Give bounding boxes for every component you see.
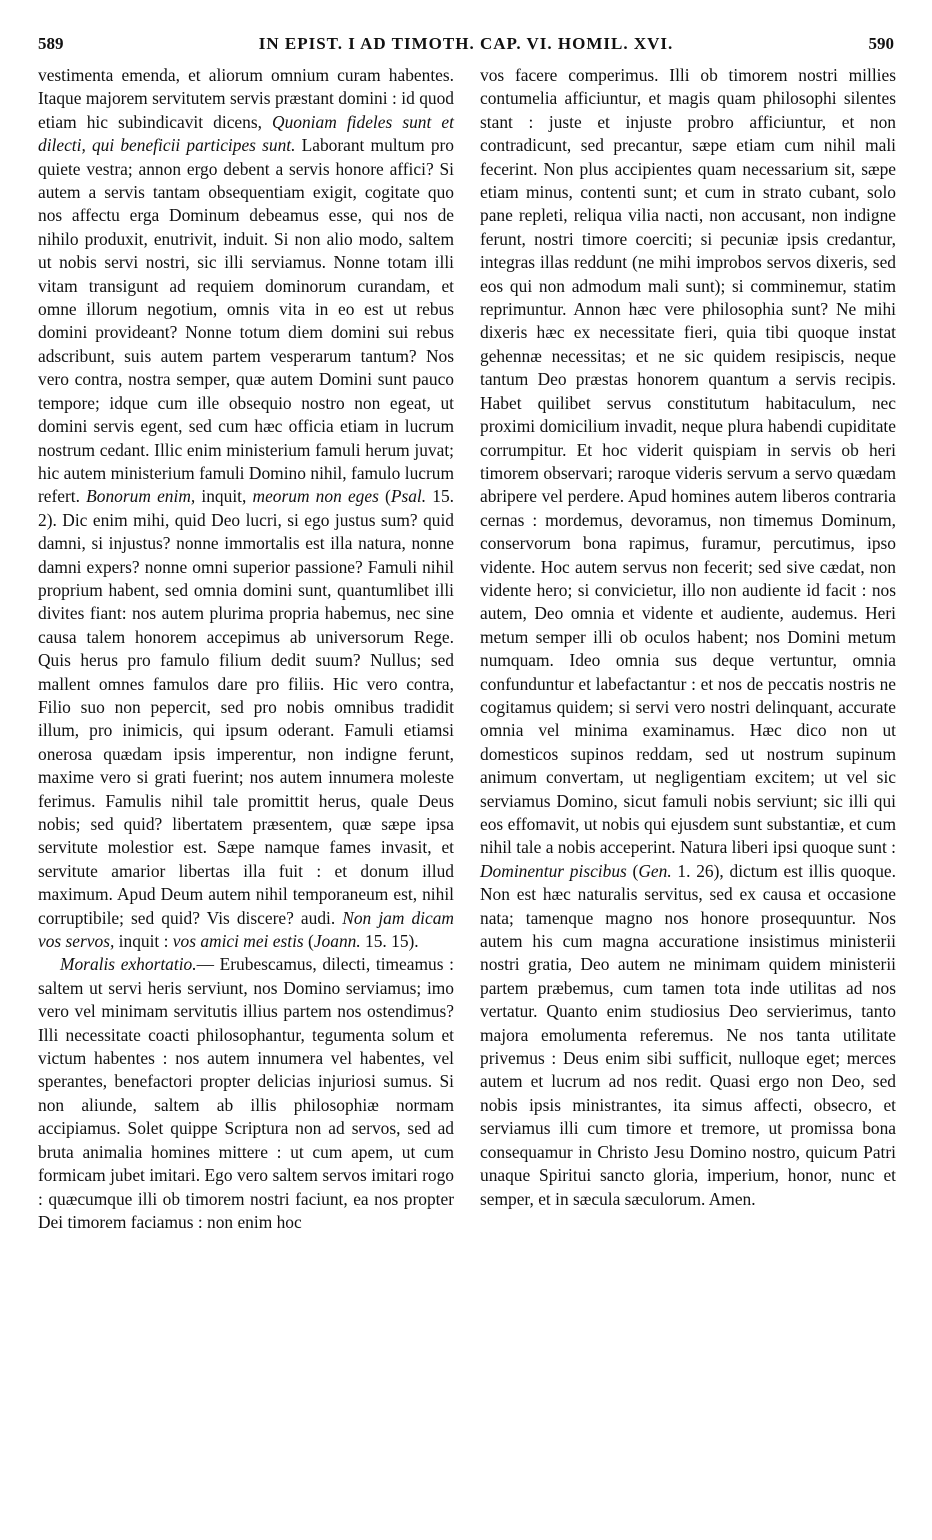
text-run: inquit, <box>195 486 253 507</box>
italic-run: Quoniam fideles sunt et dilecti, qui beneficii participes sunt. <box>38 111 454 156</box>
left-paragraph-1 <box>38 64 454 953</box>
text-run: ( <box>378 486 391 507</box>
text-run: 1. 26), dictum est illis quoque. Non est hæc naturalis servitus, sed ex causa et occasione nata; tamenque magno nos honore prosequuntur. Nos autem his cum magna accuratione insistimus ministerii nostri gratia, Deo autem ne minimam quidem ministerii partem præbemus, cum tamen tota inde utilitas ad nos vertatur. Quanto enim studiosius Deo servierimus, tanto majora emolumenta referemus. Ne nos tanta utilitate privemus : Deus enim sibi sufficit, nulloque eget; merces autem et lucrum ad nos redit. Quasi ergo non Deo, sed nobis ipsis ministrantes, ita simus affecti, obsecro, et serviamus illi cum timore et tremore, ut promissa bona consequamur in Christo Jesu Domino nostro, quicum Patri unaque Spiritui sancto gloria, imperium, honor, nunc et semper, et in sæcula sæculorum. Amen. <box>480 860 897 1209</box>
text-run: ( <box>626 860 639 881</box>
italic-run: vos amici mei estis <box>172 931 304 952</box>
left-paragraph-2 <box>38 953 454 1234</box>
text-run: inquit : <box>114 931 173 952</box>
text-run: vos facere comperimus. Illi ob timorem nostri millies contumelia afficiuntur, et magis quam philosophi silentes stant : juste et injuste probro afficiuntur, et non contradicunt, sed precantur, sæpe etiam cum nihil mali fecerint. Non plus accipientes quam necessarium sit, sæpe etiam minus, contenti sunt; et cum in strato cubant, solo pane repleti, reliqua vilia nacti, non accusant, non indigne ferunt, nostri timore coerciti; si pecuniæ ipsis credantur, integras illas reddunt (ne mihi improbos servos dixeris, sed eos qui non admodum mali sunt); si comminemur, statim reprimuntur. Annon hæc vere philosophia sunt? Ne mihi dixeris hæc ex necessitate fieri, quia tibi quoque instat gehennæ necessitas; et ne sic quidem resipiscis, neque tantum Deo præstas honorem quantum a servis recipis. Habet quilibet servus constitutum habitaculum, nec proximi domicilium invadit, neque plura habendi cupiditate corrumpitur. Et hoc viderit quispiam in servis ob heri timorem observari; raroque videris servum a servo quædam abripere vel perdere. Apud homines autem liberos contraria cernas : mordemus, devoramus, non timemus Dominum, conservorum bona rapimus, furamur, percutimus, ipso vidente. Hoc autem servus non fecerit; sed sive cædat, non vidente hero; si convicietur, illo non audiente id facit : nos autem, Deo omnia et vidente et audiente, audemus. Heri metum semper illi ob oculos habent; nos Domini metum numquam. Ideo omnia sus deque vertuntur, omnia confunduntur et labefactantur : et nos de peccatis nostris ne cogitamus quidem; si servi vero nostri delinquant, accurate omnia vel minima examinamus. Hæc dico non ut domesticos supinos reddam, sed ut nostrum supinum animum convertam, ut negligentiam excitem; ut vel sic serviamus Domino, sicut famuli nobis serviunt; sic illi qui eos effomavit, ut nobis qui ejusdem sunt substantiæ, et cum nihil tale a nobis acceperint. Natura liberi ipsi quoque sunt : <box>480 65 896 858</box>
italic-run: Gen. <box>638 860 672 881</box>
left-column <box>38 64 454 1234</box>
section-heading: Moralis exhortatio. <box>60 954 197 975</box>
italic-run: Joann. <box>313 931 361 952</box>
italic-run: Dominentur piscibus <box>480 860 627 881</box>
text-run: 15. 15). <box>360 931 419 952</box>
text-run: — Erubescamus, dilecti, timeamus : saltem ut servi heris serviunt, nos Domino serviamus; imo vero vel minimam servitutis illius partem nos ostendimus? Illi necessitate coacti philosophantur, tegumenta solum et victum habentes : nos autem innumera vel habentes, vel sperantes, benefactori propter delicias injuriosi sumus. Si non aliunde, saltem ab illis philosophiæ normam accipiamus. Solet quippe Scriptura non ad servos, sed ad bruta animalia homines mittere : ut cum apem, ut cum formicam jubet imitari. Ego vero saltem servos imitari rogo : quæcumque illi ob timorem nostri faciunt, ea nos propter Dei timorem faciamus : non enim hoc <box>38 954 454 1232</box>
italic-run: Psal. <box>390 486 427 507</box>
text-run: ( <box>303 931 314 952</box>
page-number-right: 590 <box>868 34 894 53</box>
page-number-left: 589 <box>38 34 64 53</box>
text-run: 15. 2). Dic enim mihi, quid Deo lucri, si ego justus sum? quid damni, si injustus? nonne immortalis est illa natura, nonne damni expers? nonne omni superior passione? Famuli nihil proprium habent, sed omnia domini sunt, quantumlibet illi divites fiant: nos autem plurima propria habemus, nec sine causa talem honorem accepimus ab universorum Rege. Quis herus pro famulo filium dedit suum? Nullus; sed mallent omnes famulos dare pro filiis. Hic vero contra, Filio suo non pepercit, sed pro nobis omnibus tradidit illum, pro inimicis, qui ipsum oderant. Famuli etiamsi onerosa quædam ipsis imperentur, non indigne ferunt, maxime vero si grati fuerint; nos autem innumera moleste ferimus. Famulis nihil tale promittit herus, quale Deus nobis; sed quid? libertatem præsentem, quæ sæpe ipsa servitute molestior est. Sæpe namque fames invasit, et servitute amarior libertas illa fuit : et donum illud maximum. Apud Deum autem nihil temporaneum est, nihil corruptibile; sed quid? Vis discere? audi. <box>38 486 455 928</box>
text-run: Laborant multum pro quiete vestra; annon ergo debent a servis honore affici? Si autem a servis tantam obsequentiam exigit, cogitate quo nos affectu erga Dominum debeamus esse, qui nos de nihilo produxit, enutrivit, induit. Si non alio modo, saltem ut nobis servi nostri, sic illi serviamus. Nonne totam illi vitam transigunt ad requiem dominorum curandam, et omne illorum negotium, omnis vita in eo est ut rebus domini provideant? Nonne totum diem domini sui rebus adscribunt, suis autem partem vesperarum tantum? Nos vero contra, nostra semper, quæ autem Domini sunt pauco tempore; idque cum ille obsequio nostro non egeat, ut domini servis egent, sed cum hæc officia etiam in lucrum nostrum cedant. Illic enim ministerium famuli herum juvat; hic autem ministerium famuli Domino nihil, famulo lucrum refert. <box>38 135 454 507</box>
italic-run: Bonorum enim, <box>86 486 196 507</box>
right-paragraph-1 <box>480 64 896 1211</box>
italic-run: Non jam dicam vos servos, <box>38 907 454 952</box>
right-column <box>480 64 896 1211</box>
italic-run: meorum non eges <box>252 486 379 507</box>
text-run: vestimenta emenda, et aliorum omnium curam habentes. Itaque majorem servitutem servis præstant domini : id quod etiam hic subindicavit dicens, <box>38 65 454 132</box>
page-header <box>0 34 932 64</box>
running-head: IN EPIST. I AD TIMOTH. CAP. VI. HOMIL. XVI. <box>258 34 674 53</box>
